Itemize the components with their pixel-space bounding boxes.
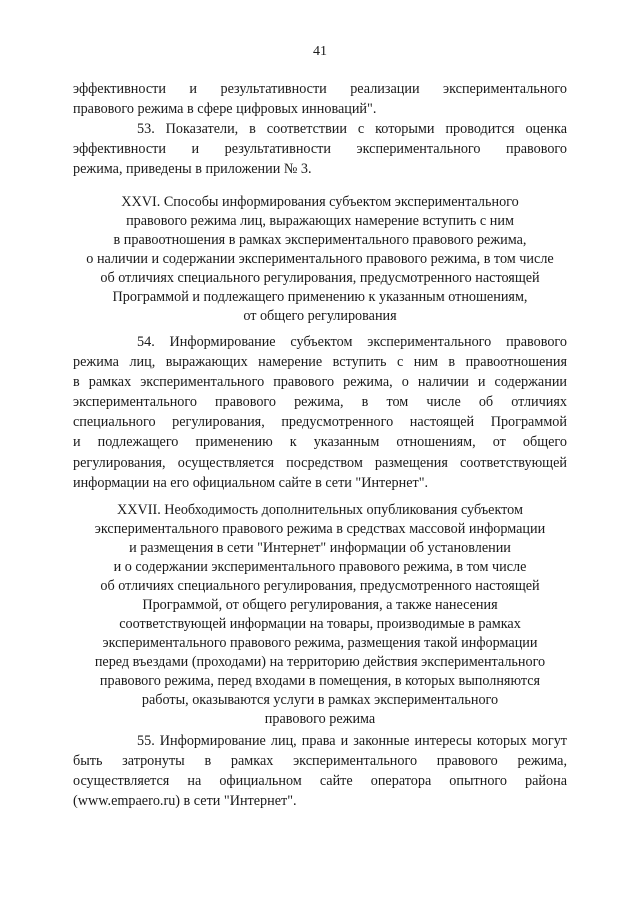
text-line: в рамках экспериментального правового режима, о наличии и содержании: [73, 374, 567, 391]
paragraph-54: [73, 332, 567, 493]
heading-line: в правоотношения в рамках экспериментального правового режима,: [113, 232, 527, 248]
heading-line: XXVI. Способы информирования субъектом экспериментального: [121, 194, 519, 210]
heading-line: и о содержании экспериментального правового режима, в том числе: [113, 559, 527, 575]
text-line: (www.empaero.ru) в сети "Интернет".: [73, 793, 297, 810]
page-number: 41: [313, 44, 327, 59]
heading-line: об отличиях специального регулирования, предусмотренного настоящей: [100, 578, 540, 594]
heading-line: об отличиях специального регулирования, предусмотренного настоящей: [100, 270, 540, 286]
heading-line: XXVII. Необходимость дополнительных опубликования субъектом: [117, 502, 523, 518]
text-line: 53. Показатели, в соответствии с которыми проводится оценка: [137, 121, 567, 137]
text-line: информации на его официальном сайте в сети "Интернет".: [73, 474, 429, 491]
paragraph-continuation: [73, 79, 567, 119]
heading-line: работы, оказываются услуги в рамках экспериментального: [141, 692, 499, 708]
paragraph-53: [73, 119, 567, 179]
text-line: эффективности и результативности реализации экспериментального: [73, 81, 567, 97]
section-heading-27: [60, 501, 580, 729]
heading-line: и размещения в сети "Интернет" информации об установлении: [129, 540, 511, 556]
paragraph-55: [73, 731, 567, 811]
section-heading-26: [60, 193, 580, 326]
text-line: экспериментального правового режима, в том числе об отличиях: [73, 394, 567, 411]
heading-line: экспериментального правового режима в средствах массовой информации: [94, 521, 546, 537]
heading-line: правового режима, перед входами в помещения, в которых выполняются: [99, 673, 541, 689]
heading-line: от общего регулирования: [243, 308, 397, 324]
heading-line: экспериментального правового режима, размещения такой информации: [102, 635, 538, 651]
text-line: осуществляется на официальном сайте оператора опытного района: [73, 773, 567, 790]
heading-line: правового режима лиц, выражающих намерение вступить с ним: [126, 213, 514, 229]
heading-line: Программой и подлежащего применению к указанным отношениям,: [112, 289, 528, 305]
text-line: 55. Информирование лиц, права и законные интересы которых могут: [137, 733, 567, 749]
text-line: 54. Информирование субъектом экспериментального правового: [137, 334, 567, 350]
heading-line: соответствующей информации на товары, производимые в рамках: [119, 616, 521, 632]
heading-line: Программой, от общего регулирования, а также нанесения: [142, 597, 498, 613]
heading-line: о наличии и содержании экспериментального правового режима, в том числе: [86, 251, 554, 267]
heading-line: перед въездами (проходами) на территорию действия экспериментального: [94, 654, 546, 670]
text-line: эффективности и результативности экспериментального правового: [73, 141, 567, 158]
text-line: правового режима в сфере цифровых инноваций".: [73, 101, 377, 118]
heading-line: правового режима: [264, 711, 376, 727]
text-line: специального регулирования, предусмотренного настоящей Программой: [73, 414, 567, 431]
text-line: быть затронуты в рамках экспериментального правового режима,: [73, 753, 567, 770]
text-line: регулирования, осуществляется посредством размещения соответствующей: [73, 454, 567, 471]
text-line: режима, приведены в приложении № 3.: [73, 161, 312, 178]
text-line: и подлежащего применению к указанным отношениям, от общего: [73, 434, 567, 451]
text-line: режима лиц, выражающих намерение вступить с ним в правоотношения: [73, 354, 567, 371]
